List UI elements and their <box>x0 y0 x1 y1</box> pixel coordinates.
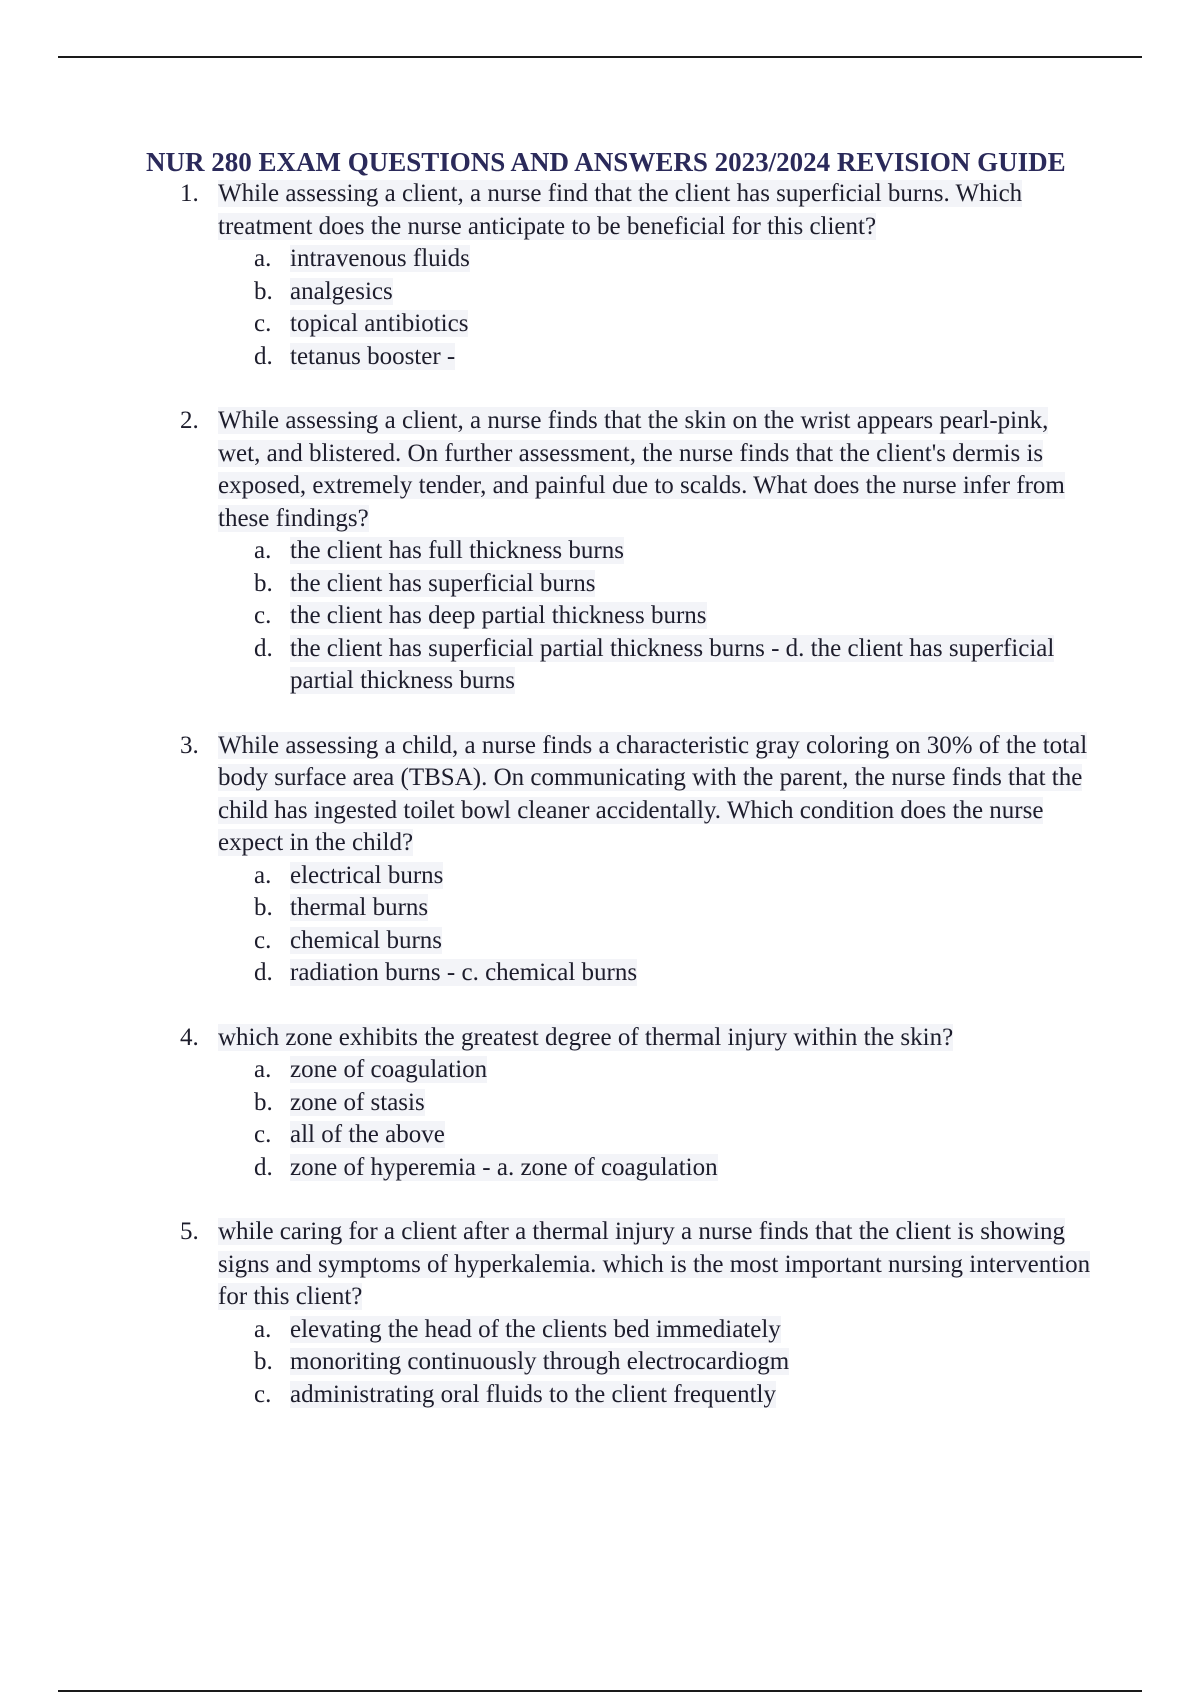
option-list <box>218 243 1096 373</box>
option-item <box>218 633 1096 698</box>
question-text: which zone exhibits the greatest degree of thermal injury within the skin? <box>218 1023 954 1051</box>
top-rule <box>58 56 1142 58</box>
option-text: zone of stasis <box>290 1088 425 1116</box>
option-letter: d. <box>254 634 273 662</box>
option-item <box>218 276 1096 309</box>
option-text: intravenous fluids <box>290 245 470 272</box>
option-item <box>218 1346 1096 1379</box>
question-number: 2. <box>180 407 199 434</box>
option-list <box>218 1314 1096 1412</box>
document-body <box>146 146 1096 1443</box>
option-letter: b. <box>254 894 273 921</box>
option-letter: d. <box>254 1153 273 1181</box>
question-item <box>146 1216 1096 1411</box>
option-letter: c. <box>254 602 272 629</box>
option-letter: b. <box>254 1348 273 1375</box>
question-item <box>146 1022 1096 1185</box>
option-letter: b. <box>254 569 273 597</box>
question-text: While assessing a client, a nurse find that the client has superficial burns. Which treatment does the nurse anticipate to be beneficial for this client? <box>218 180 1023 240</box>
question-list <box>146 178 1096 1411</box>
option-item <box>218 1379 1096 1412</box>
option-item <box>218 341 1096 374</box>
option-item <box>218 957 1096 990</box>
option-letter: d. <box>254 342 273 370</box>
option-text: analgesics <box>290 277 393 305</box>
option-letter: c. <box>254 310 272 337</box>
option-item <box>218 1152 1096 1185</box>
option-text: all of the above <box>290 1121 445 1148</box>
question-text: While assessing a client, a nurse finds that the skin on the wrist appears pearl-pink, wet, and blistered. On further assessment, the nurse finds that the client's dermis is exposed, extremely tender, and painful due to scalds. What does the nurse infer from these findings? <box>218 407 1065 532</box>
option-item <box>218 1054 1096 1087</box>
option-item <box>218 1119 1096 1152</box>
option-item <box>218 925 1096 958</box>
option-text: electrical burns <box>290 861 444 889</box>
question-number: 4. <box>180 1023 199 1051</box>
option-text: the client has superficial burns <box>290 569 596 597</box>
option-item <box>218 568 1096 601</box>
option-text: topical antibiotics <box>290 310 469 337</box>
option-letter: a. <box>254 861 272 889</box>
question-text: while caring for a client after a thermal injury a nurse finds that the client is showing signs and symptoms of hyperkalemia. which is the most important nursing intervention for this client? <box>218 1218 1091 1310</box>
option-letter: d. <box>254 959 273 986</box>
option-text: the client has superficial partial thickness burns - d. the client has superficial partial thickness burns <box>290 634 1055 694</box>
option-item <box>218 535 1096 568</box>
option-letter: a. <box>254 537 272 564</box>
option-text: administrating oral fluids to the client frequently <box>290 1380 776 1408</box>
option-text: chemical burns <box>290 926 443 954</box>
bottom-rule <box>58 1690 1142 1692</box>
question-item <box>146 405 1096 698</box>
option-item <box>218 243 1096 276</box>
option-text: radiation burns - c. chemical burns <box>290 959 638 986</box>
option-letter: a. <box>254 1315 272 1343</box>
option-letter: a. <box>254 245 272 272</box>
question-item <box>146 178 1096 373</box>
question-item <box>146 730 1096 990</box>
option-text: tetanus booster - <box>290 342 456 370</box>
option-item <box>218 860 1096 893</box>
option-letter: b. <box>254 277 273 305</box>
option-text: elevating the head of the clients bed immediately <box>290 1315 781 1343</box>
option-letter: c. <box>254 1121 272 1148</box>
question-number: 3. <box>180 731 199 759</box>
option-item <box>218 892 1096 925</box>
question-number: 1. <box>180 180 199 207</box>
option-list <box>218 535 1096 698</box>
option-text: thermal burns <box>290 894 429 921</box>
option-text: monoriting continuously through electrocardiogm <box>290 1348 790 1375</box>
option-list <box>218 860 1096 990</box>
option-letter: c. <box>254 1380 272 1408</box>
option-text: the client has deep partial thickness burns <box>290 602 707 629</box>
option-list <box>218 1054 1096 1184</box>
option-letter: b. <box>254 1088 273 1116</box>
option-text: the client has full thickness burns <box>290 537 624 564</box>
option-item <box>218 1314 1096 1347</box>
option-text: zone of coagulation <box>290 1056 488 1083</box>
option-letter: c. <box>254 926 272 954</box>
option-item <box>218 600 1096 633</box>
option-item <box>218 1087 1096 1120</box>
option-text: zone of hyperemia - a. zone of coagulation <box>290 1153 718 1181</box>
question-number: 5. <box>180 1218 199 1245</box>
document-title: NUR 280 EXAM QUESTIONS AND ANSWERS 2023/2024 REVISION GUIDE <box>146 147 1066 177</box>
question-text: While assessing a child, a nurse finds a characteristic gray coloring on 30% of the total body surface area (TBSA). On communicating with the parent, the nurse finds that the child has ingested toilet bowl cleaner accidentally. Which condition does the nurse expect in the child? <box>218 731 1088 856</box>
option-item <box>218 308 1096 341</box>
option-letter: a. <box>254 1056 272 1083</box>
